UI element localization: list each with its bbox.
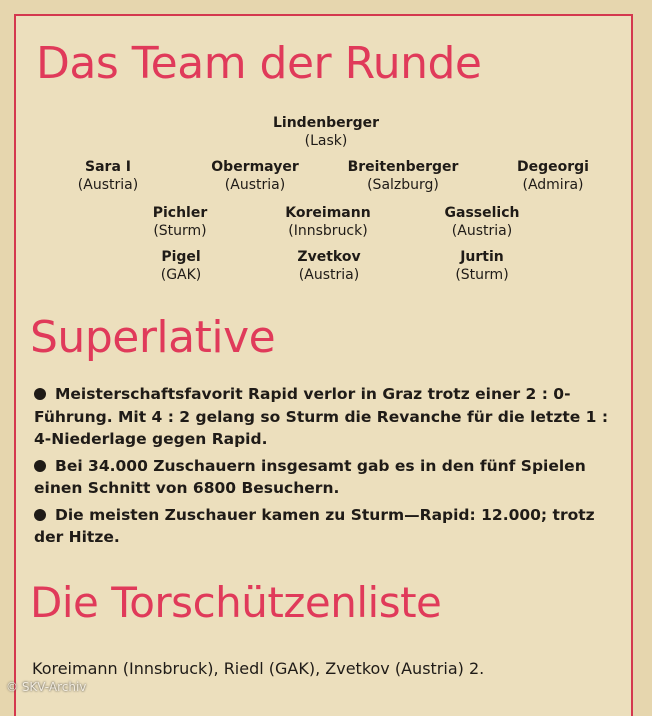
superlative-item: [34, 504, 624, 549]
player-name: Sara I: [85, 159, 131, 175]
archive-credit: © SKV-Archiv: [6, 680, 87, 694]
player-club: (Lask): [304, 133, 348, 149]
player-club: (Austria): [224, 177, 286, 193]
player-zvetkov: [297, 248, 360, 284]
player-club: (Salzburg): [367, 177, 439, 193]
bullet-icon: [34, 509, 46, 521]
player-club: (Sturm): [153, 223, 207, 239]
superlative-item: [34, 383, 624, 451]
player-name: Lindenberger: [272, 115, 380, 131]
player-koreimann: [285, 204, 370, 240]
superlative-text: Meisterschaftsfavorit Rapid verlor in Graz trotz einer 2 : 0-Führung. Mit 4 : 2 gelang so Sturm die Revanche für die letzte 1 : 4-Niederlage gegen Rapid.: [34, 385, 609, 448]
player-club: (Austria): [298, 267, 360, 283]
player-name: Breitenberger: [347, 159, 459, 175]
player-obermayer: [211, 158, 298, 194]
player-pigel: [161, 248, 202, 284]
player-name: Pichler: [152, 205, 208, 221]
player-name: Zvetkov: [297, 249, 361, 265]
superlative-text: Bei 34.000 Zuschauern insgesamt gab es in den fünf Spielen einen Schnitt von 6800 Besuchern.: [34, 456, 586, 497]
superlative-item: [34, 455, 624, 500]
scorer-list: Koreimann (Innsbruck), Riedl (GAK), Zvetkov (Austria) 2.: [32, 659, 485, 678]
player-name: Degeorgi: [517, 159, 589, 175]
player-club: (GAK): [160, 267, 202, 283]
player-degeorgi: [517, 158, 589, 194]
player-name: Gasselich: [444, 205, 520, 221]
player-name: Obermayer: [211, 159, 299, 175]
superlative-text: Die meisten Zuschauer kamen zu Sturm—Rapid: 12.000; trotz der Hitze.: [34, 505, 595, 546]
player-lindenberger: [273, 114, 379, 150]
player-club: (Admira): [522, 177, 584, 193]
player-sara: [78, 158, 138, 194]
player-name: Jurtin: [460, 249, 504, 265]
player-club: (Austria): [451, 223, 513, 239]
player-club: (Innsbruck): [288, 223, 368, 239]
player-name: Koreimann: [285, 205, 371, 221]
bullet-icon: [34, 388, 46, 400]
team-title: Das Team der Runde: [36, 38, 482, 89]
player-gasselich: [445, 204, 520, 240]
torschuetzen-title: Die Torschützenliste: [30, 578, 442, 627]
player-name: Pigel: [161, 249, 201, 265]
player-jurtin: [455, 248, 508, 284]
superlative-list: [34, 383, 624, 553]
player-club: (Sturm): [455, 267, 509, 283]
player-breitenberger: [348, 158, 459, 194]
bullet-icon: [34, 460, 46, 472]
player-pichler: [153, 204, 208, 240]
superlative-title: Superlative: [30, 312, 276, 363]
player-club: (Austria): [77, 177, 139, 193]
